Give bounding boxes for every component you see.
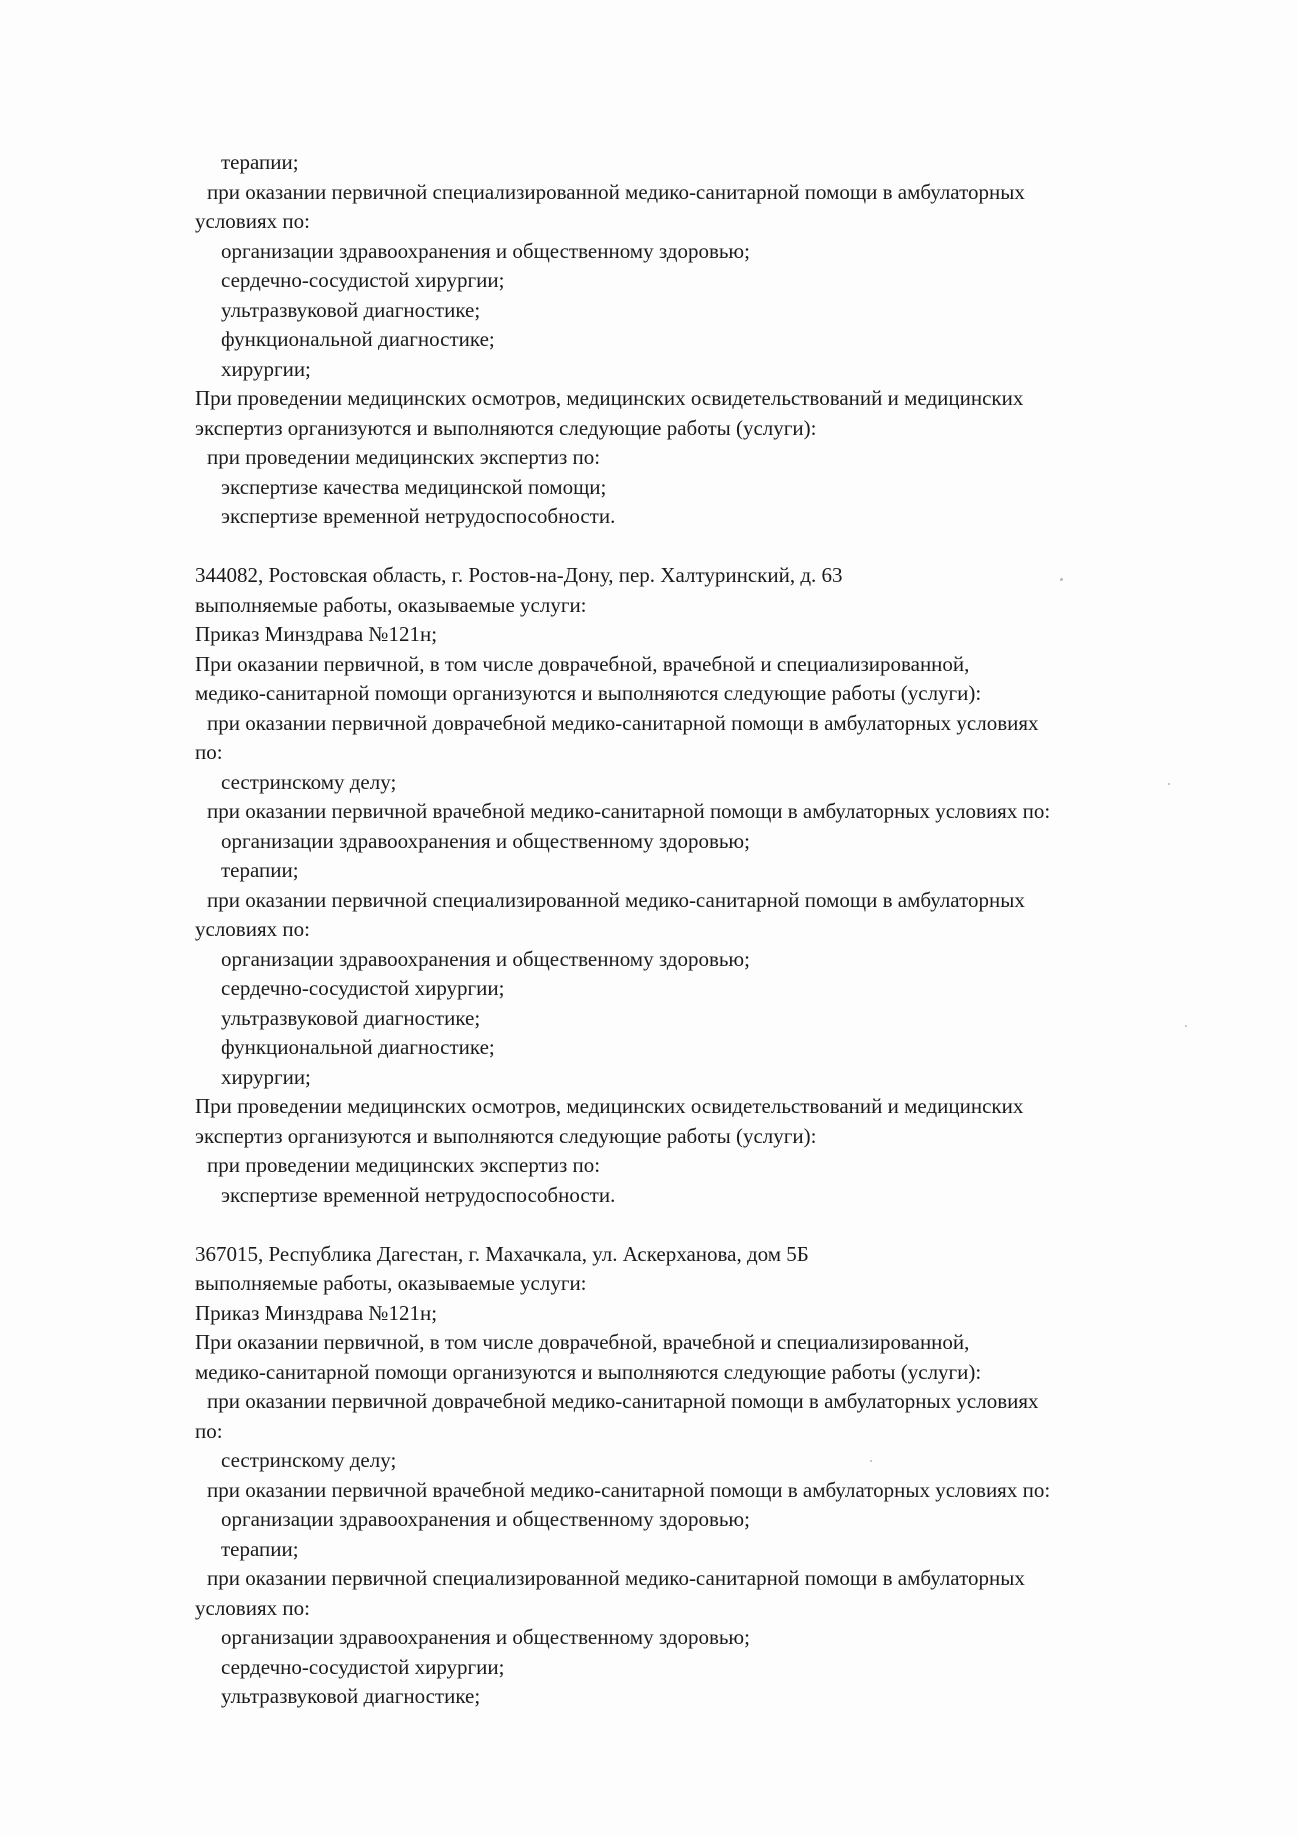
document-line: экспертизе временной нетрудоспособности. xyxy=(221,504,616,528)
document-line: при проведении медицинских экспертиз по: xyxy=(207,445,601,469)
document-line: медико-санитарной помощи организуются и выполняются следующие работы (услуги): xyxy=(195,1359,982,1384)
section-gap xyxy=(195,1210,1205,1240)
document-line: сердечно-сосудистой хирургии; xyxy=(221,268,505,292)
document-line: функциональной диагностике; xyxy=(221,1035,495,1059)
document-line: хирургии; xyxy=(221,356,311,381)
document-line: сердечно-сосудистой хирургии; xyxy=(221,976,505,1000)
document-body xyxy=(195,148,1205,1712)
section-continuation xyxy=(195,148,1205,532)
document-line: ультразвуковой диагностике; xyxy=(221,1684,481,1708)
document-line: выполняемые работы, оказываемые услуги: xyxy=(195,1271,587,1295)
document-line: условиях по: xyxy=(195,917,310,941)
document-line: условиях по: xyxy=(195,1595,310,1620)
document-line: условиях по: xyxy=(195,209,310,233)
document-line: экспертизе качества медицинской помощи; xyxy=(221,474,607,499)
document-line: экспертиз организуются и выполняются следующие работы (услуги): xyxy=(195,1123,817,1148)
document-line: терапии; xyxy=(221,858,299,882)
document-line: терапии; xyxy=(221,1536,299,1561)
document-line: сердечно-сосудистой хирургии; xyxy=(221,1654,505,1679)
section-makhachkala-address xyxy=(195,1240,1205,1712)
document-line: сестринскому делу; xyxy=(221,769,397,794)
document-line: при оказании первичной врачебной медико-санитарной помощи в амбулаторных условиях по: xyxy=(207,1477,1051,1502)
document-line: экспертиз организуются и выполняются следующие работы (услуги): xyxy=(195,415,817,440)
document-line: организации здравоохранения и общественному здоровью; xyxy=(221,946,750,971)
section-gap xyxy=(195,532,1205,562)
scan-speck xyxy=(1185,1025,1187,1027)
section-rostov-address xyxy=(195,561,1205,1210)
document-line: при проведении медицинских экспертиз по: xyxy=(207,1153,601,1177)
document-line: ультразвуковой диагностике; xyxy=(221,297,481,322)
document-line: организации здравоохранения и общественному здоровью; xyxy=(221,828,750,853)
document-line: сестринскому делу; xyxy=(221,1448,397,1472)
document-line: при оказании первичной специализированной медико-санитарной помощи в амбулаторных xyxy=(207,179,1025,204)
document-line: При проведении медицинских осмотров, медицинских освидетельствований и медицинских xyxy=(195,386,1024,410)
document-line: При оказании первичной, в том числе доврачебной, врачебной и специализированной, xyxy=(195,1330,970,1354)
document-line: хирургии; xyxy=(221,1064,311,1089)
document-line: по: xyxy=(195,740,223,764)
document-line: При оказании первичной, в том числе доврачебной, врачебной и специализированной, xyxy=(195,651,970,676)
document-line: При проведении медицинских осмотров, медицинских освидетельствований и медицинских xyxy=(195,1094,1024,1118)
document-line: функциональной диагностике; xyxy=(221,327,495,351)
document-line: 367015, Республика Дагестан, г. Махачкала, ул. Аскерханова, дом 5Б xyxy=(195,1241,809,1266)
scan-speck xyxy=(1060,578,1063,581)
document-line: организации здравоохранения и общественному здоровью; xyxy=(221,1507,750,1531)
document-line: терапии; xyxy=(221,150,299,174)
document-line: при оказании первичной специализированной медико-санитарной помощи в амбулаторных xyxy=(207,1566,1025,1590)
document-line: организации здравоохранения и общественному здоровью; xyxy=(221,238,750,263)
document-line: выполняемые работы, оказываемые услуги: xyxy=(195,592,587,617)
document-line: при оказании первичной доврачебной медико-санитарной помощи в амбулаторных условиях xyxy=(207,1389,1039,1413)
document-line: организации здравоохранения и общественному здоровью; xyxy=(221,1625,750,1649)
document-line: медико-санитарной помощи организуются и выполняются следующие работы (услуги): xyxy=(195,681,982,705)
document-line: 344082, Ростовская область, г. Ростов-на-Дону, пер. Халтуринский, д. 63 xyxy=(195,563,843,587)
scan-speck xyxy=(1168,783,1170,785)
document-line: Приказ Минздрава №121н; xyxy=(195,622,438,646)
document-line: при оказании первичной специализированной медико-санитарной помощи в амбулаторных xyxy=(207,887,1025,912)
document-line: при оказании первичной доврачебной медико-санитарной помощи в амбулаторных условиях xyxy=(207,710,1039,735)
document-line: ультразвуковой диагностике; xyxy=(221,1005,481,1030)
document-line: Приказ Минздрава №121н; xyxy=(195,1300,438,1325)
document-line: при оказании первичной врачебной медико-санитарной помощи в амбулаторных условиях по: xyxy=(207,799,1051,823)
document-line: по: xyxy=(195,1418,223,1443)
document-line: экспертизе временной нетрудоспособности. xyxy=(221,1182,616,1207)
scan-speck xyxy=(870,1460,872,1462)
